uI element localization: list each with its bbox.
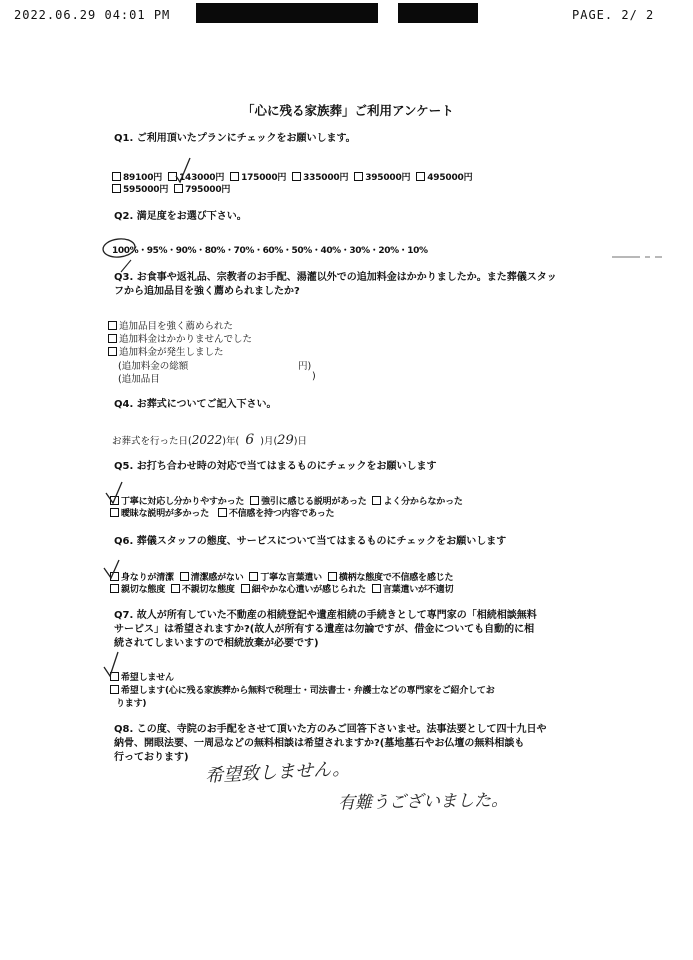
q3-question-line1: Q3. お食事や返礼品、宗教者のお手配、湯灌以外での追加料金はかかりましたか。また葬儀スタッ <box>114 272 557 283</box>
q2-circle-tail-icon <box>121 260 131 272</box>
q1-option[interactable]: 595000円 <box>112 185 168 195</box>
year-suffix: 年 <box>226 436 236 447</box>
q6-option[interactable]: 不親切な態度 <box>171 585 235 595</box>
q7-question-line1: Q7. 故人が所有していた不動産の相続登記や遺産相続の手続きとして専門家の「相続相談無料 <box>114 610 537 621</box>
q7-check-mark-icon <box>104 652 118 676</box>
q4-question: Q4. お葬式についてご記入下さい。 <box>114 399 277 410</box>
q5-option-checked[interactable]: 丁寧に対応し分かりやすかった <box>110 497 244 507</box>
q6-option[interactable]: 言葉遣いが不適切 <box>372 585 453 595</box>
q8-question-line1: Q8. この度、寺院のお手配をさせて頂いた方のみご回答下さいませ。法事法要として四十九日や <box>114 724 547 735</box>
month-handwritten[interactable]: 6 <box>245 432 255 448</box>
q6-option[interactable]: 丁寧な言葉遣い <box>249 573 322 583</box>
q6-question: Q6. 葬儀スタッフの態度、サービスについて当てはまるものにチェックをお願いします <box>114 536 507 547</box>
page-total: 2 <box>646 8 655 22</box>
q1-option[interactable]: 175000円 <box>230 173 286 183</box>
handwritten-answer[interactable]: 希望致しません。 <box>204 758 351 787</box>
q1-option-checked[interactable]: 143000円 <box>168 173 224 183</box>
page-number: 2/ <box>621 8 638 22</box>
q6-option[interactable]: 横柄な態度で不信感を感じた <box>328 573 453 583</box>
q6-option[interactable]: 親切な態度 <box>110 585 165 595</box>
q3-option[interactable]: 追加料金が発生しました <box>108 346 252 359</box>
q4-date-row: お葬式を行った日(2022)年( 6 )月(29)日 <box>112 432 307 448</box>
q3-option[interactable]: 追加料金はかかりませんでした <box>108 333 252 346</box>
page-label: PAGE. <box>572 8 614 22</box>
q3-question-line2: フから追加品目を強く薦められましたか? <box>114 286 300 297</box>
day-handwritten[interactable]: 29 <box>277 433 294 448</box>
q5-option[interactable]: 曖昧な説明が多かった <box>110 509 209 519</box>
q6-option-checked[interactable]: 身なりが清潔 <box>110 573 174 583</box>
q2-satisfaction-scale[interactable]: 100%・95%・90%・80%・70%・60%・50%・40%・30%・20%・10% <box>112 246 428 256</box>
q7-option-checked[interactable]: 希望しません <box>110 670 174 683</box>
handwritten-thanks: 有難うございました。 <box>337 790 509 814</box>
q2-circle-mark-icon <box>102 237 136 258</box>
q1-option[interactable]: 795000円 <box>174 185 230 195</box>
date-prefix: お葬式を行った日 <box>112 436 189 447</box>
q1-option[interactable]: 495000円 <box>416 173 472 183</box>
q7-option-continued: ります) <box>116 699 147 709</box>
year-handwritten[interactable]: 2022 <box>191 433 223 447</box>
q6-check-mark-icon <box>104 560 119 578</box>
day-suffix: 日 <box>297 436 307 447</box>
q8-question-line2: 納骨、開眼法要、一周忌などの無料相談は希望されますか?(墓地墓石やお仏壇の無料相談も <box>114 738 525 749</box>
q7-question-line3: 続されてしまいますので相続放棄が必要です) <box>114 638 319 649</box>
q3-item-label: (追加品目 <box>118 374 160 385</box>
q2-question: Q2. 満足度をお選び下さい。 <box>114 211 247 222</box>
q7-question-line2: サービス」は希望されますか?(故人が所有する遺産は勿論ですが、借金についても自動的に相 <box>114 624 535 635</box>
q6-option[interactable]: 清潔感がない <box>180 573 244 583</box>
q5-question: Q5. お打ち合わせ時の対応で当てはまるものにチェックをお願いします <box>114 461 437 472</box>
q3-option[interactable]: 追加品目を強く薦められた <box>108 320 252 333</box>
q1-question: Q1. ご利用頂いたプランにチェックをお願いします。 <box>114 133 356 144</box>
q5-option[interactable]: よく分からなかった <box>372 497 462 507</box>
q7-option[interactable]: 希望します(心に残る家族葬から無料で税理士・司法書士・弁護士などの専門家をご紹介してお <box>110 683 495 696</box>
q3-amount-label: (追加料金の総額 <box>118 361 189 372</box>
q3-item-close: ) <box>312 371 316 382</box>
q8-question-line3: 行っております) <box>114 752 189 763</box>
q5-check-mark-icon <box>106 482 122 503</box>
q5-option[interactable]: 不信感を持つ内容であった <box>218 509 335 519</box>
q3-amount-unit: 円) <box>298 361 312 372</box>
fax-timestamp: 2022.06.29 04:01 PM <box>14 8 171 22</box>
q1-option[interactable]: 335000円 <box>292 173 348 183</box>
q1-option[interactable]: 89100円 <box>112 173 162 183</box>
q5-option[interactable]: 強引に感じる説明があった <box>250 497 367 507</box>
q6-option[interactable]: 細やかな心遣いが感じられた <box>241 585 366 595</box>
q1-check-mark-icon <box>176 158 190 182</box>
survey-title: 「心に残る家族葬」ご利用アンケート <box>242 103 454 118</box>
month-suffix: 月 <box>263 436 274 447</box>
q1-option[interactable]: 395000円 <box>354 173 410 183</box>
